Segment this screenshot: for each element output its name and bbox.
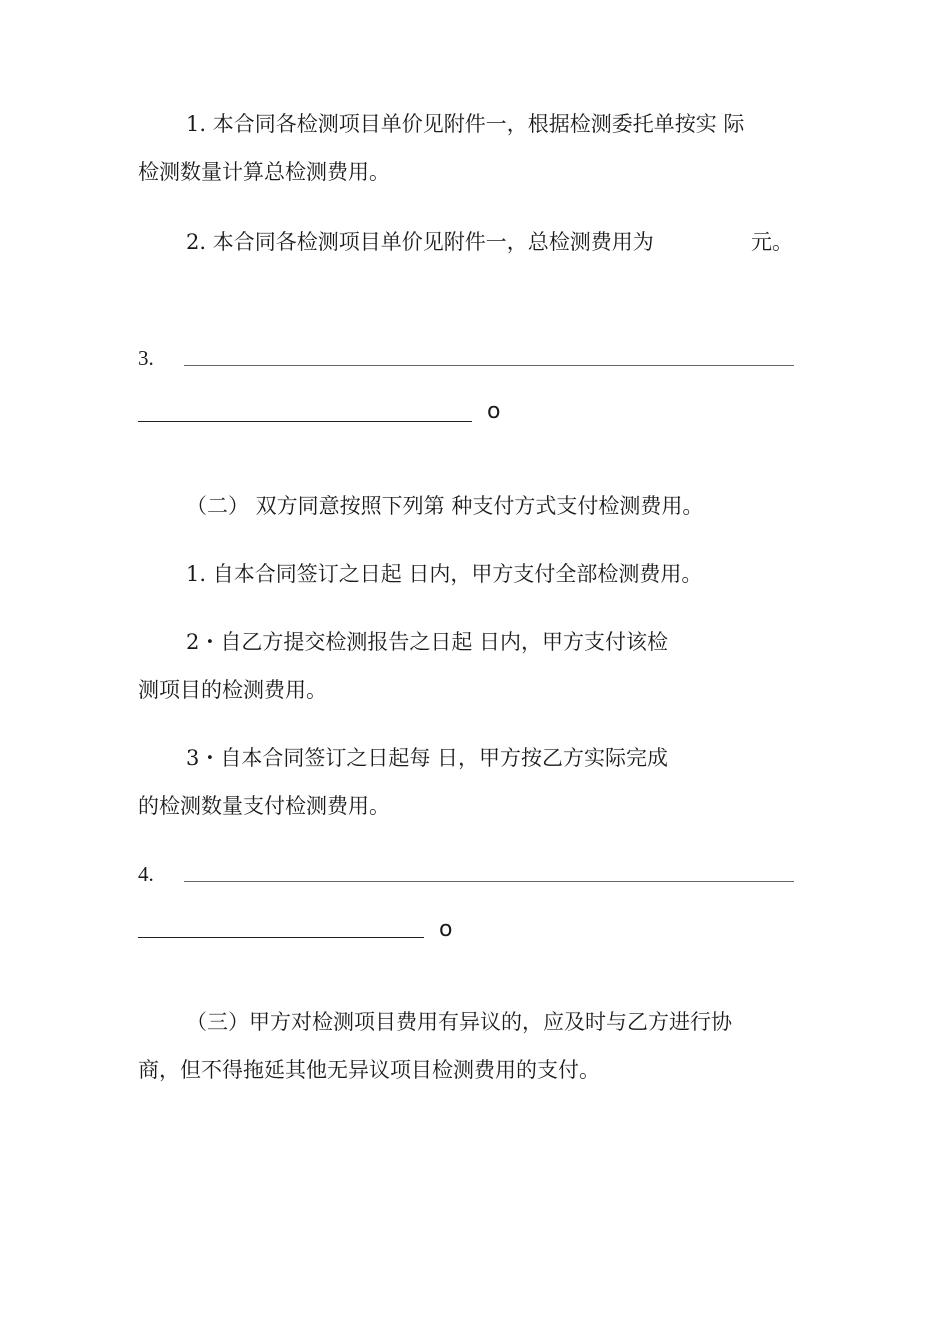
section-three-line1: （三）甲方对检测项目费用有异议的，应及时与乙方进行协 [186, 1010, 732, 1034]
item3-number: 3. [138, 346, 154, 370]
item2-text: 2. 本合同各检测项目单价见附件一，总检测费用为 [186, 230, 654, 254]
payment-option-4-number: 4. [138, 862, 154, 886]
item1-line1: 1. 本合同各检测项目单价见附件一，根据检测委托单按实 际 [186, 112, 745, 136]
payment-option-4-blank-line-2 [138, 937, 424, 938]
section-two-heading: （二） 双方同意按照下列第 种支付方式支付检测费用。 [186, 494, 704, 518]
payment-option-4-end-mark: o [439, 917, 453, 942]
payment-option-1: 1. 自本合同签订之日起 日内，甲方支付全部检测费用。 [186, 562, 703, 586]
item2-unit: 元。 [751, 230, 793, 254]
payment-option-3-line1: 3・自本合同签订之日起每 日，甲方按乙方实际完成 [186, 746, 669, 770]
section-three-line2: 商，但不得拖延其他无异议项目检测费用的支付。 [138, 1058, 600, 1082]
payment-option-3-line2: 的检测数量支付检测费用。 [138, 794, 390, 818]
item3-end-mark: o [487, 399, 501, 424]
item1-line2: 检测数量计算总检测费用。 [138, 160, 390, 184]
payment-option-2-line2: 测项目的检测费用。 [138, 678, 327, 702]
payment-option-2-line1: 2・自乙方提交检测报告之日起 日内，甲方支付该检 [186, 630, 669, 654]
item3-blank-line-2 [138, 421, 472, 422]
payment-option-4-blank-line [184, 881, 794, 882]
item3-blank-line [184, 365, 794, 366]
